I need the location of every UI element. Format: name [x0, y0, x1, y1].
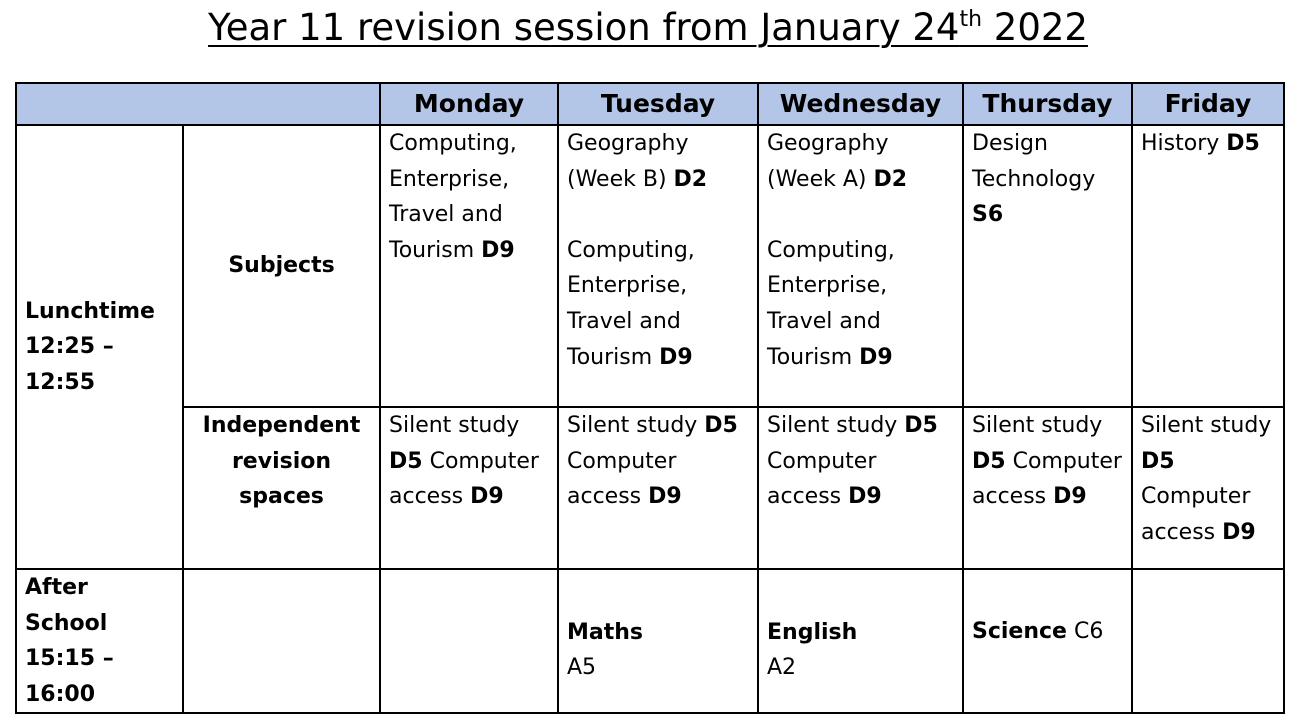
- independent-tuesday: Silent study D5 Computer access D9: [558, 407, 758, 569]
- header-friday: Friday: [1132, 83, 1284, 125]
- lunchtime-label: Lunchtime 12:25 – 12:55: [16, 125, 183, 569]
- header-thursday: Thursday: [963, 83, 1132, 125]
- after-school-monday: [380, 569, 558, 713]
- after-school-thursday: Science C6: [963, 569, 1132, 713]
- revision-timetable: [15, 82, 1285, 714]
- page-title: [0, 0, 1296, 60]
- subjects-tuesday: Geography (Week B) D2 Computing, Enterprise, Travel and Tourism D9: [558, 125, 758, 407]
- after-school-row: [16, 569, 1284, 713]
- header-row: [16, 83, 1284, 125]
- after-school-wednesday: English A2: [758, 569, 963, 713]
- header-blank: [16, 83, 380, 125]
- independent-friday: Silent study D5 Computer access D9: [1132, 407, 1284, 569]
- independent-wednesday: Silent study D5 Computer access D9: [758, 407, 963, 569]
- independent-row: [16, 407, 1284, 569]
- after-school-friday: [1132, 569, 1284, 713]
- after-school-label: After School 15:15 – 16:00: [16, 569, 183, 713]
- title-year: 2022: [982, 6, 1088, 49]
- subjects-row: [16, 125, 1284, 407]
- independent-thursday: Silent study D5 Computer access D9: [963, 407, 1132, 569]
- title-superscript: th: [959, 7, 983, 32]
- after-school-tuesday: Maths A5: [558, 569, 758, 713]
- independent-label: Independent revision spaces: [183, 407, 380, 569]
- subjects-thursday: Design Technology S6: [963, 125, 1132, 407]
- subjects-wednesday: Geography (Week A) D2 Computing, Enterprise, Travel and Tourism D9: [758, 125, 963, 407]
- subjects-label: Subjects: [183, 125, 380, 407]
- independent-monday: Silent study D5 Computer access D9: [380, 407, 558, 569]
- title-text: Year 11 revision session from January 24: [208, 6, 960, 49]
- after-school-blank: [183, 569, 380, 713]
- header-monday: Monday: [380, 83, 558, 125]
- header-wednesday: Wednesday: [758, 83, 963, 125]
- header-tuesday: Tuesday: [558, 83, 758, 125]
- subjects-friday: History D5: [1132, 125, 1284, 407]
- subjects-monday: Computing, Enterprise, Travel and Tourism D9: [380, 125, 558, 407]
